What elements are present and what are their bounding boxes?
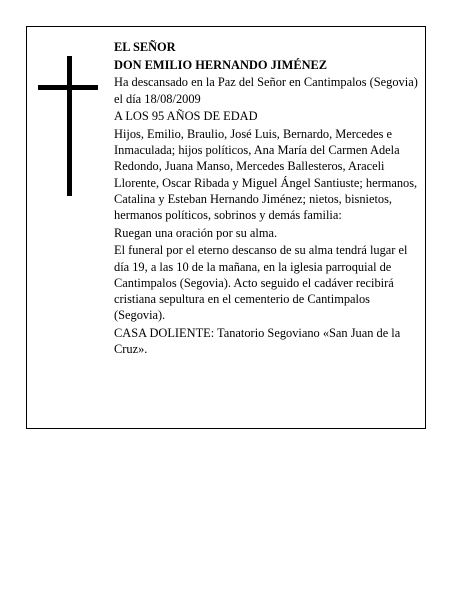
cross-horizontal-bar	[38, 85, 98, 90]
obituary-notice	[26, 26, 426, 429]
deceased-name: DON EMILIO HERNANDO JIMÉNEZ	[114, 57, 328, 72]
age-statement: A LOS 95 AÑOS DE EDAD	[114, 109, 258, 124]
notice-title: EL SEÑOR	[114, 40, 176, 54]
prayer-request: Ruegan una oración por su alma.	[114, 225, 278, 240]
notice-text	[114, 39, 422, 359]
funeral-home: CASA DOLIENTE: Tanatorio Segoviano «San Juan de la Cruz».	[114, 325, 401, 357]
death-statement: Ha descansado en la Paz del Señor en Cantimpalos (Segovia) el día 18/08/2009	[114, 75, 418, 106]
family-list: Hijos, Emilio, Braulio, José Luis, Bernardo, Mercedes e Inmaculada; hijos políticos, Ana María del Carmen Adela Redondo, Juana Manso, Mercedes Ballesteros, Araceli Llorente, Oscar Ribada y Miguel Ángel Santiuste; hermanos, Catalina y Esteban Hernando Jiménez; nietos, bisnietos, hermanos políticos, sobrinos y demás familia:	[114, 127, 418, 223]
cross-vertical-bar	[67, 56, 72, 196]
funeral-details: El funeral por el eterno descanso de su alma tendrá lugar el día 19, a las 10 de la mañana, en la iglesia parroquial de Cantimpalos (Segovia). Acto seguido el cadáver recibirá cristiana sepultura en el cementerio de Cantimpalos (Segovia).	[114, 243, 408, 323]
